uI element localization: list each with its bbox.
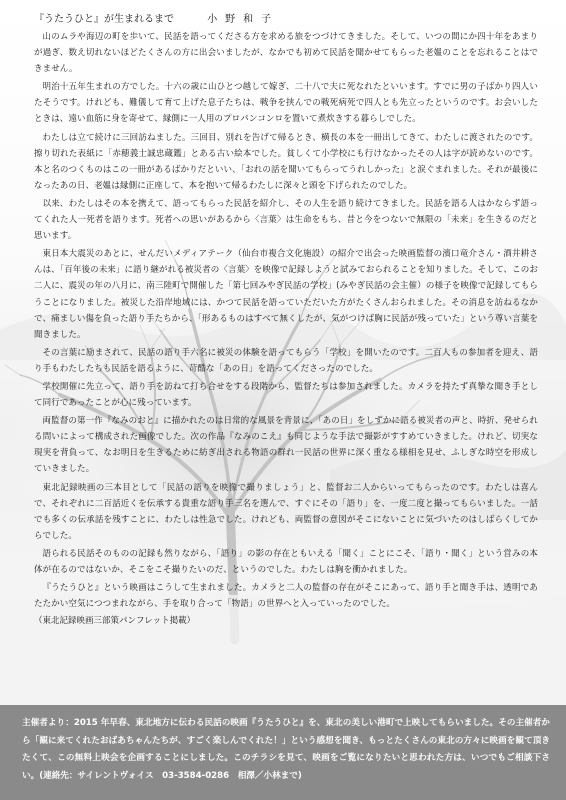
essay-paragraph: わたしは立て続けに三回訪ねました。三回目、別れを告げて帰るとき、横長の本を一冊出してきて、わたしに渡されたのです。擦り切れた表紙に「赤穂義士誠忠蔵鑑」とある古い絵本でした。貧しくて小学校にも行けなかったその人は字が読めないのです。本と名のつくものはこの一冊があるばかりだといい、「おれの話を聞いてもらってうれしかった」と涙ぐまれました。それが最後になったあの日、老媼は縁側に正座して、本を抱いて帰るわたしに深々と頭を下げられたのでした。	[34, 132, 538, 191]
essay-source-note: （東北記録映画三部策パンフレット掲載）	[34, 616, 196, 627]
organizer-message: 主催者より：2015 年早春、東北地方に伝わる民話の映画『うたうひと』を、東北の美しい港町で上映してもらいました。その主催者から「観に来てくれたおばあちゃんたちが、すごく楽しんでくれた！」という感想を聞き、もっとたくさんの東北の方々に映画を観て頂きたくて、この無料上映会を企画することにしました。このチラシを見て、映画をご覧になりたいと思われた方は、いつでもご相談下さい。(連絡先：サイレントヴォイス 03-3584-0286 相澤／小林まで)	[22, 718, 550, 781]
essay-paragraph: 明治十五年生まれの方でした。十六の歳に山ひとつ越して嫁ぎ、二十八で夫に死なれたといいます。すでに男の子ばかり四人いたそうです。けれども、難儀して育て上げた息子たちは、戦争を挟んでの戦死病死で四人とも先立ったというのです。お会いしたときは、遠い血筋に身を寄せて、縁側に一人用のプロパンコンロを置いて煮炊きする暮らしでした。	[34, 82, 538, 125]
essay-paragraph: 両監督の第一作『なみのおと』に描かれたのは日常的な風景を背景に、「あの日」をしずかに語る被災者の声と、時折、発せられる問いによって構成された画像でした。次の作品『なみのこえ』も同じような手法で撮影がすすめていきました。けれど、切実な現実を背負って、なお明日を生きるために紡ぎ出される物語の群れ一民話の世界に深く重なる様相を見せ、ふしぎな時空を形成していきました。	[34, 416, 538, 475]
essay-title: 『うたうひと』が生まれるまで	[34, 14, 174, 25]
essay-paragraph: 学校開催に先立って、語り手を訪ねて打ち合せをする段階から、監督たちは参加されました。カメラを持たず真摯な聞き手として同行であったことが心に残っています。	[34, 381, 538, 409]
essay-paragraph: その言葉に励まされて、民話の語り手六名に被災の体験を語ってもらう「学校」を開いたのです。二百人もの参加者を迎え、語り手もわたしたちも民話を語るように、苛酷な「あの日」を語ってくださったのでした。	[34, 347, 538, 374]
essay	[34, 12, 538, 629]
essay-paragraph: 以来、わたしはその本を携えて、語ってもらった民話を紹介し、その人生を語り続けてきました。民話を語る人はかならず語ってくれた人一死者を語ります。死者への思いがあるから〈言葉〉は生命をもち、昔と今をつないで無限の「未来」を生きるのだと思います。	[34, 198, 538, 242]
essay-paragraph: 東北記録映画の三本目として「民話の語りを映像で撮りましょう」と、監督お二人からいってもらったのです。わたしは喜んで、それぞれに二百話近くを伝承する貴重な語り手三名を選んで、すぐにその「語り」を、一度二度と撮ってもらいました。一話でも多くの伝承話を残すことに、わたしは性急でした。けれども、両監督の意図がそこにないことに気づいたのはしばらくしてからでした。	[34, 482, 538, 541]
organizer-footer	[0, 705, 566, 800]
essay-paragraph: 『うたうひと』という映画はこうして生まれました。カメラと二人の監督の存在がそこにあって、語り手と聞き手は、透明であたたかい空気につつまれながら、手を取り合って「物語」の世界へと入っていったのでした。	[34, 583, 538, 610]
essay-paragraph: 東日本大震災のあとに、せんだいメディアテーク（仙台市複合文化施設）の紹介で出会った映画監督の濱口竜介さん・酒井耕さんは、「百年後の未来」に語り継がれる被災者の〈言葉〉を映像で記録しようと試みておられることを知りました。そして、このお二人に、震災の年の八月に、南三陸町で開催した「第七回みやぎ民話の学校」(みやぎ民話の会主催）の様子を映像で記録してもらうことになりました。被災した沿岸地域には、かつて民話を語っていただいた方がたくさんおられました。その消息を訪ねるなかで、痛ましい傷を負った語り手たちから、「形あるものはすべて無くしたが、気がつけば胸に民話が残っていた」という尊い言葉を聞きました。	[34, 249, 538, 340]
essay-heading	[34, 12, 538, 27]
essay-paragraph: 語られる民話そのものの記録も然りながら、「語り」の影の存在ともいえる「聞く」ことにこそ、「語り・聞く」という営みの本体が在るのではないか、そこをこそ撮りたいのだ、というのでした。わたしは胸を衝かれました。	[34, 548, 538, 575]
essay-paragraph: 山のムラや海辺の町を歩いて、民話を語ってくださる方を求める旅をつづけてきました。そして、いつの間にか四十年をあまりが過ぎ、数え切れないほどたくさんの方に出会いましたが、なかでも初めて民話を聞かせてもらった老媼のことを忘れることはできません。	[34, 32, 538, 75]
essay-author: 小野和子	[207, 14, 280, 25]
